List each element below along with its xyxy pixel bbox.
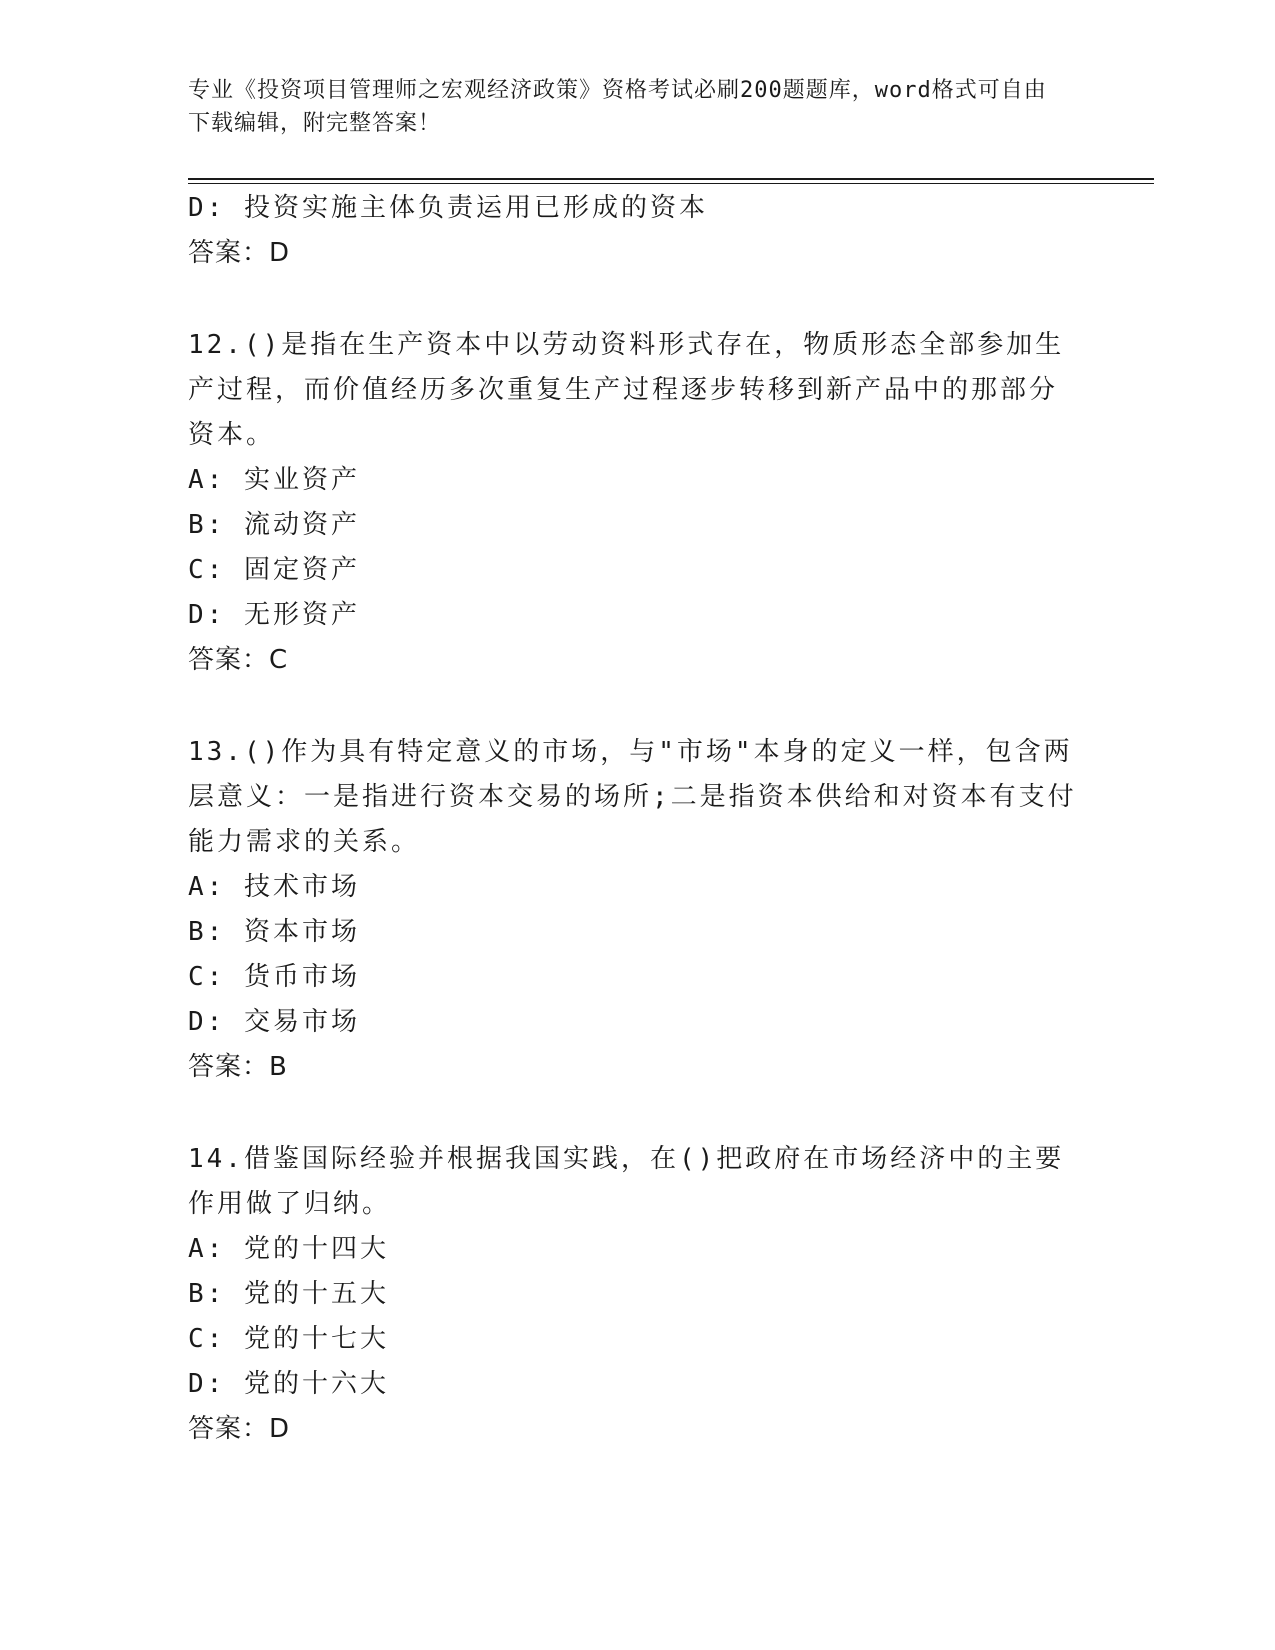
- header-divider-thick: [188, 178, 1154, 180]
- option-b: B: 流动资产: [188, 510, 360, 540]
- option-c: C: 党的十七大: [188, 1324, 389, 1354]
- option-c: C: 货币市场: [188, 962, 360, 992]
- answer-line: 答案：D: [188, 1414, 291, 1444]
- question-list: [188, 186, 1078, 1452]
- option-a: A: 实业资产: [188, 465, 360, 495]
- question-13: [188, 730, 1078, 1090]
- option-d: D: 交易市场: [188, 1007, 360, 1037]
- header-divider-thin: [188, 183, 1154, 184]
- document-header-title: 专业《投资项目管理师之宏观经济政策》资格考试必刷200题题库，word格式可自由下载编辑，附完整答案！: [188, 78, 1047, 136]
- option-a: A: 技术市场: [188, 872, 360, 902]
- option-d: D: 无形资产: [188, 600, 360, 630]
- option-b: B: 资本市场: [188, 917, 360, 947]
- question-stem: 14.借鉴国际经验并根据我国实践，在()把政府在市场经济中的主要作用做了归纳。: [188, 1144, 1065, 1219]
- option-c: C: 固定资产: [188, 555, 360, 585]
- question-stem: 13.()作为具有特定意义的市场，与"市场"本身的定义一样，包含两层意义：一是指进行资本交易的场所;二是指资本供给和对资本有支付能力需求的关系。: [188, 737, 1077, 857]
- question-14: [188, 1137, 1078, 1452]
- option-d: D: 投资实施主体负责运用已形成的资本: [188, 193, 708, 223]
- option-a: A: 党的十四大: [188, 1234, 389, 1264]
- question-stem: 12.()是指在生产资本中以劳动资料形式存在，物质形态全部参加生产过程，而价值经历多次重复生产过程逐步转移到新产品中的那部分资本。: [188, 330, 1065, 450]
- option-b: B: 党的十五大: [188, 1279, 389, 1309]
- option-d: D: 党的十六大: [188, 1369, 389, 1399]
- question-12: [188, 323, 1078, 683]
- previous-question-continuation: [188, 186, 1078, 276]
- answer-line: 答案：B: [188, 1052, 288, 1082]
- answer-line: 答案：D: [188, 238, 291, 268]
- answer-line: 答案：C: [188, 645, 289, 675]
